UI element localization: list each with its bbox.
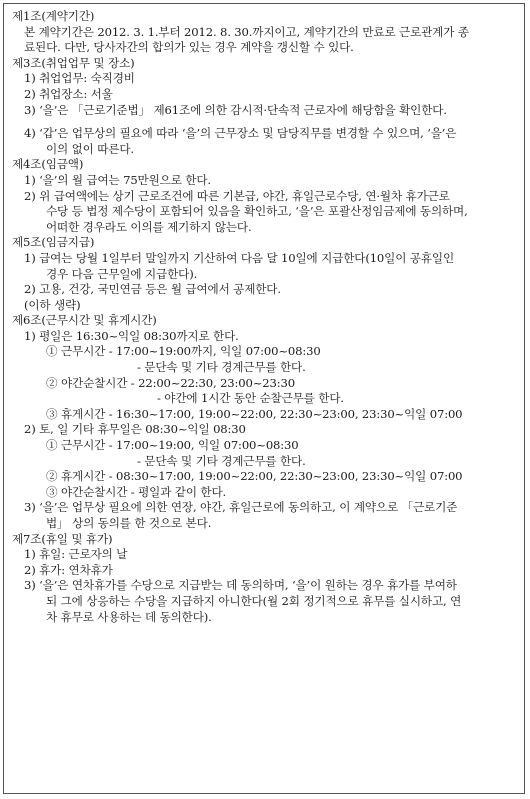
article-6-heading: 제6조(근무시간 및 휴게시간) (12, 313, 157, 328)
omission-note: (이하 생략) (24, 297, 81, 312)
article-1-text: 료된다. 다만, 당사자간의 합의가 있는 경우 계약을 갱신할 수 있다. (24, 40, 354, 55)
spacer (12, 118, 518, 126)
article-4-heading: 제4조(임금액) (12, 157, 84, 172)
article-7-item: 1) 휴일: 근로자의 날 (24, 547, 128, 562)
article-5-item: 2) 고용, 건강, 국민연금 등은 월 급여에서 공제한다. (24, 282, 281, 297)
contract-document (3, 3, 525, 794)
article-6-item: - 문단속 및 기타 경계근무를 한다. (137, 360, 306, 375)
article-4-item: 어떠한 경우라도 이의를 제기하지 않는다. (46, 219, 252, 234)
article-7-heading: 제7조(휴일 및 휴가) (12, 531, 113, 546)
article-5-item: 1) 급여는 당월 1일부터 말일까지 기산하여 다음 달 10일에 지급한다(10일이 공휴일인 (24, 250, 454, 265)
article-4-item: 2) 위 급여액에는 상기 근로조건에 따른 기본급, 야간, 휴일근로수당, 연·월차 휴가근로 (24, 188, 450, 203)
article-6-item: ① 근무시간 - 17:00~19:00까지, 익일 07:00~08:30 (46, 344, 321, 359)
article-7-item: 3) ‘을’은 연차휴가를 수당으로 지급받는 데 동의하며, ‘을’이 원하는 경우 휴가를 부여하 (24, 578, 457, 593)
article-3-item: 3) ‘을’은 「근로기준법」 제61조에 의한 감시적·단속적 근로자에 해당함을 확인한다. (24, 102, 447, 117)
article-4-item: 수당 등 법정 제수당이 포함되어 있음을 확인하고, ‘을’은 포괄산정임금제에 동의하며, (46, 204, 468, 219)
article-3-item: 4) ‘갑’은 업무상의 필요에 따라 ‘을’의 근무장소 및 담당직무를 변경할 수 있으며, ‘을’은 (24, 126, 457, 141)
article-6-item: 법」 상의 동의를 한 것으로 본다. (46, 516, 212, 530)
article-3-item: 2) 취업장소: 서울 (24, 86, 113, 101)
article-4-item: 1) ‘을’의 월 급여는 75만원으로 한다. (24, 172, 211, 187)
article-3-item: 이의 없이 따른다. (46, 141, 134, 156)
article-6-item: 1) 평일은 16:30~익일 08:30까지로 한다. (24, 328, 239, 343)
article-5-heading: 제5조(임금지급) (12, 235, 95, 250)
article-7-item: 2) 휴가: 연차휴가 (24, 562, 113, 577)
article-6-item: ③ 야간순찰시간 - 평일과 같이 한다. (46, 484, 227, 499)
article-6-item: ② 야간순찰시간 - 22:00~22:30, 23:00~23:30 (46, 375, 295, 390)
article-6-item: ② 휴게시간 - 08:30~17:00, 19:00~22:00, 22:30~23:00, 23:30~익일 07:00 (46, 469, 463, 484)
article-6-item: 3) ‘을’은 업무상 필요에 의한 연장, 야간, 휴일근로에 동의하고, 이 계약으로 「근로기준 (24, 500, 458, 515)
article-6-item: ① 근무시간 - 17:00~19:00, 익일 07:00~08:30 (46, 438, 299, 453)
article-7-item: 차 휴무로 사용하는 데 동의한다). (46, 609, 212, 624)
article-3-item: 1) 취업업무: 숙직경비 (24, 71, 135, 86)
article-7-item: 되 그에 상응하는 수당을 지급하지 아니한다(월 2회 정기적으로 휴무를 실시하고, 연 (46, 593, 462, 608)
article-6-item: - 야간에 1시간 동안 순찰근무를 한다. (157, 391, 344, 406)
article-6-item: ③ 휴게시간 - 16:30~17:00, 19:00~22:00, 22:30~23:00, 23:30~익일 07:00 (46, 406, 463, 421)
article-3-heading: 제3조(취업업무 및 장소) (12, 55, 135, 70)
article-1-heading: 제1조(계약기간) (12, 9, 95, 23)
article-6-item: - 문단속 및 기타 경계근무를 한다. (137, 453, 306, 468)
article-1-text: 본 계약기간은 2012. 3. 1.부터 2012. 8. 30.까지이고, 계약기간의 만료로 근로관계가 종 (24, 24, 469, 39)
article-5-item: 경우 다음 근무일에 지급한다). (46, 266, 198, 281)
article-6-item: 2) 토, 일 기타 휴무일은 08:30~익일 08:30 (24, 422, 246, 437)
